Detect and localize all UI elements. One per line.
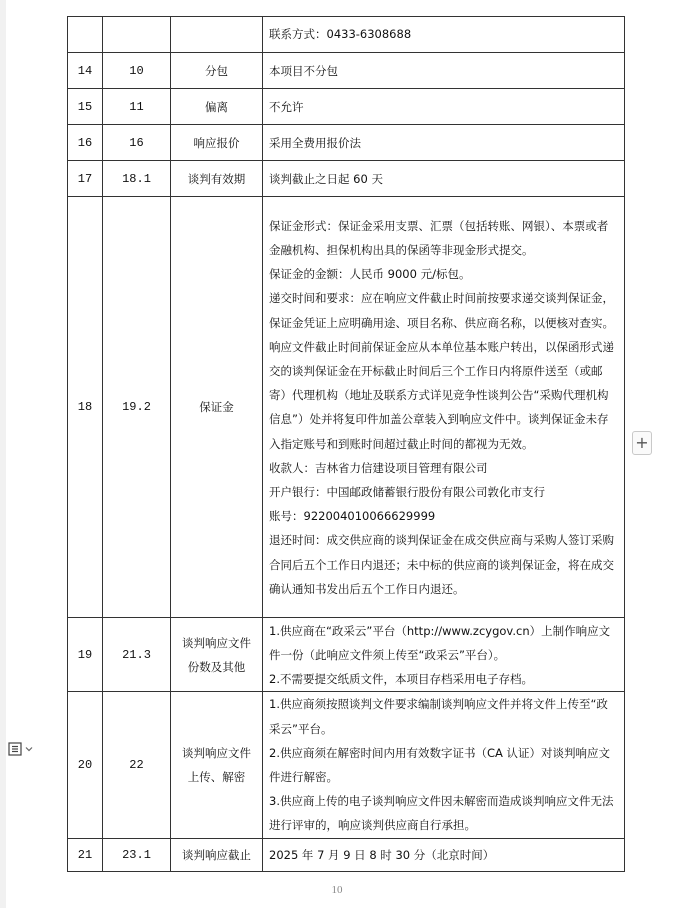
- content-paragraph: 账号：922004010066629999: [269, 509, 436, 524]
- table-row: [68, 17, 625, 53]
- content-cell: [263, 838, 625, 871]
- content-paragraph: 2.不需要提交纸质文件，本项目存档采用电子存档。: [269, 671, 533, 686]
- clause-number-cell: 23.1: [103, 838, 171, 871]
- item-name-cell: 保证金: [171, 197, 263, 618]
- content-cell: [263, 125, 625, 161]
- content-cell: [263, 197, 625, 618]
- content-paragraph: 2.供应商须在解密时间内用有效数字证书（CA 认证）对谈判响应文件进行解密。: [269, 745, 611, 785]
- content-paragraph: 收款人：吉林省力信建设项目管理有限公司: [269, 460, 488, 475]
- content-paragraph: 开户银行：中国邮政储蓄银行股份有限公司敦化市支行: [269, 485, 545, 500]
- content-paragraph: 谈判截止之日起 60 天: [269, 171, 383, 186]
- row-number-cell: [68, 17, 103, 53]
- item-name-cell: 响应报价: [171, 125, 263, 161]
- content-paragraph: 保证金形式：保证金采用支票、汇票（包括转账、网银）、本票或者金融机构、担保机构出具的保函等非现金形式提交。: [269, 218, 609, 257]
- page-edge: [0, 0, 6, 908]
- row-number-cell: 19: [68, 618, 103, 692]
- clause-number-cell: 19.2: [103, 197, 171, 618]
- content-cell: [263, 89, 625, 125]
- table-row: [68, 838, 625, 871]
- page-number: 10: [331, 884, 343, 896]
- table-row: [68, 197, 625, 618]
- table-row: [68, 161, 625, 197]
- outline-nav-toggle[interactable]: [8, 738, 44, 760]
- row-number-cell: 21: [68, 838, 103, 871]
- clause-number-cell: 10: [103, 53, 171, 89]
- item-name-cell: 谈判响应文件份数及其他: [171, 618, 263, 692]
- content-paragraph: 采用全费用报价法: [269, 135, 361, 150]
- content-cell: [263, 161, 625, 197]
- row-number-cell: 20: [68, 692, 103, 839]
- table-row: [68, 125, 625, 161]
- clause-number-cell: 22: [103, 692, 171, 839]
- item-name-cell: 谈判响应截止: [171, 838, 263, 871]
- content-paragraph: 3.供应商上传的电子谈判响应文件因未解密而造成谈判响应文件无法进行评审的，响应谈判供应商自行承担。: [269, 794, 614, 833]
- clause-number-cell: 16: [103, 125, 171, 161]
- row-number-cell: 16: [68, 125, 103, 161]
- table-row: [68, 89, 625, 125]
- content-cell: [263, 53, 625, 89]
- row-number-cell: 18: [68, 197, 103, 618]
- content-paragraph: 本项目不分包: [269, 63, 338, 78]
- row-number-cell: 14: [68, 53, 103, 89]
- content-paragraph: 2025 年 7 月 9 日 8 时 30 分（北京时间）: [269, 847, 495, 862]
- item-name-cell: 谈判有效期: [171, 161, 263, 197]
- table-row: [68, 53, 625, 89]
- terms-table: [67, 16, 625, 872]
- content-paragraph: 1.供应商须按照谈判文件要求编制谈判响应文件并将文件上传至“政采云”平台。: [269, 697, 608, 736]
- content-cell: [263, 17, 625, 53]
- content-cell: [263, 692, 625, 839]
- item-name-cell: 分包: [171, 53, 263, 89]
- content-paragraph: 不允许: [269, 99, 304, 114]
- item-name-cell: [171, 17, 263, 53]
- table-row: [68, 618, 625, 692]
- content-paragraph: 联系方式：0433-6308688: [269, 27, 412, 42]
- clause-number-cell: 11: [103, 89, 171, 125]
- add-button[interactable]: +: [632, 431, 652, 455]
- content-paragraph: 1.供应商在“政采云”平台（http://www.zcygov.cn）上制作响应文件一份（此响应文件须上传至“政采云”平台）。: [269, 623, 611, 662]
- chevron-down-icon[interactable]: [24, 744, 34, 754]
- content-paragraph: 递交时间和要求：应在响应文件截止时间前按要求递交谈判保证金，保证金凭证上应明确用途、项目名称、供应商名称，以便核对查实。响应文件截止时间前保证金应从本单位基本账户转出，以保函形式递交的谈判保证金在开标截止时间后三个工作日内将原件送至（或邮寄）代理机构（地址及联系方式详见竞争性谈判公告“采购代理机构信息”）处并将复印件加盖公章装入到响应文件中。谈判保证金未存入指定账号和到账时间超过截止时间的都视为无效。: [269, 291, 614, 451]
- item-name-cell: 偏离: [171, 89, 263, 125]
- outline-nav-icon: [8, 742, 22, 756]
- content-paragraph: 退还时间：成交供应商的谈判保证金在成交供应商与采购人签订采购合同后五个工作日内退还；未中标的供应商的谈判保证金，将在成交确认通知书发出后五个工作日内退还。: [269, 533, 614, 596]
- clause-number-cell: 18.1: [103, 161, 171, 197]
- row-number-cell: 17: [68, 161, 103, 197]
- row-number-cell: 15: [68, 89, 103, 125]
- content-cell: [263, 618, 625, 692]
- clause-number-cell: 21.3: [103, 618, 171, 692]
- clause-number-cell: [103, 17, 171, 53]
- table-row: [68, 692, 625, 839]
- item-name-cell: 谈判响应文件上传、解密: [171, 692, 263, 839]
- content-paragraph: 保证金的金额：人民币 9000 元/标包。: [269, 267, 471, 282]
